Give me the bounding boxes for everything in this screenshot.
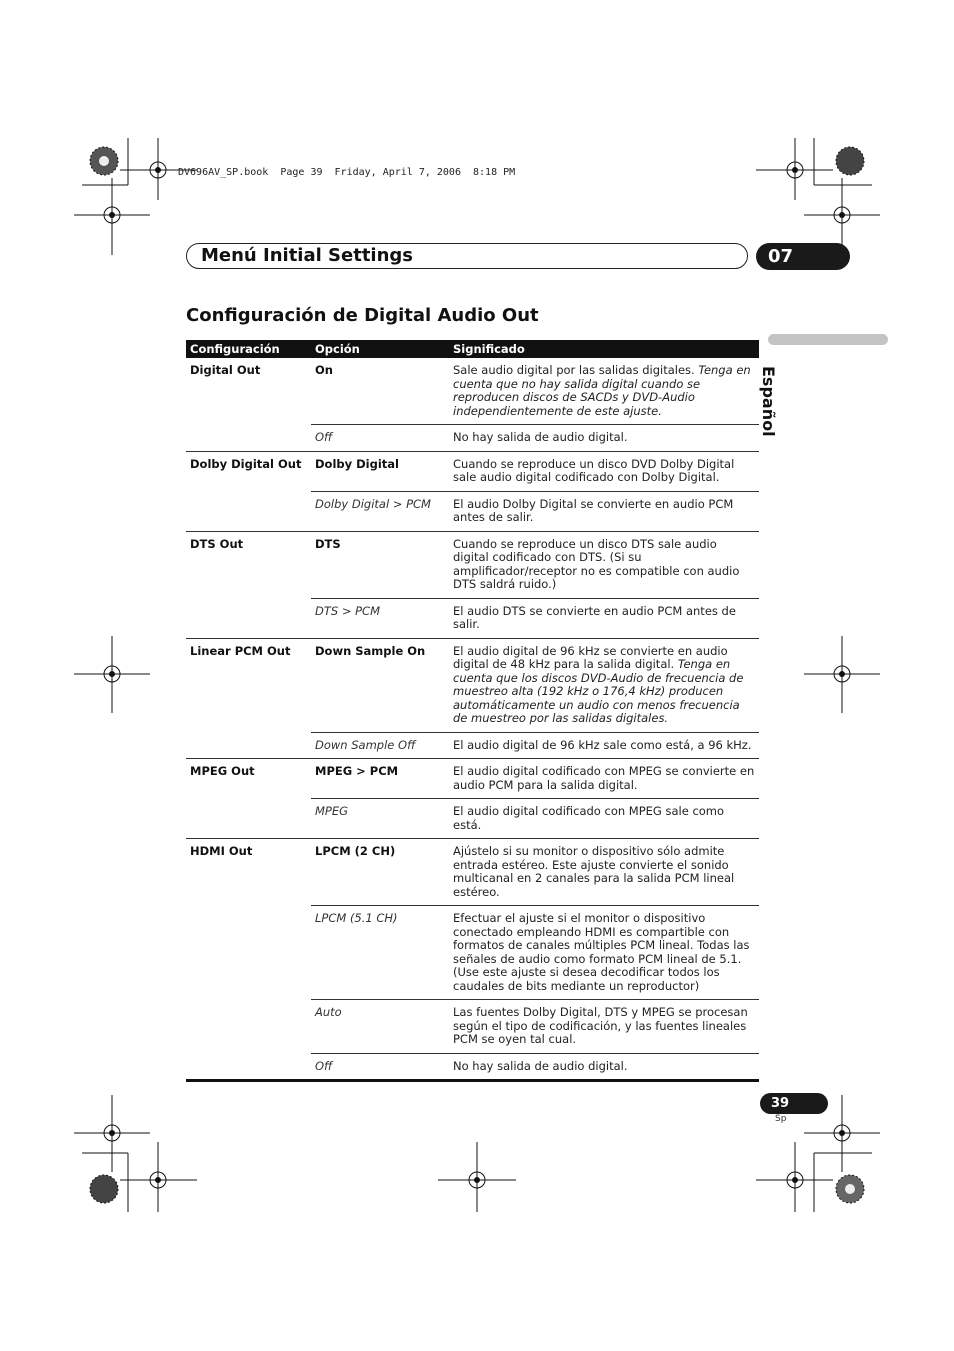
setting-name [186, 491, 311, 531]
option-description [449, 839, 759, 906]
option-description [449, 759, 759, 799]
option-name: DTS > PCM [311, 598, 449, 638]
setting-name: Dolby Digital Out [186, 451, 311, 491]
description-text: El audio digital de 96 kHz sale como está, a 96 kHz. [453, 737, 752, 752]
table-row [186, 598, 759, 638]
settings-table [186, 340, 759, 1082]
setting-name [186, 732, 311, 759]
option-description [449, 1053, 759, 1081]
option-description [449, 491, 759, 531]
page-language-code: Sp [775, 1114, 787, 1124]
description-note: Tenga en cuenta que los discos DVD-Audio de frecuencia de muestreo alta (192 kHz o 176,4 kHz) producen automáticamente un audio con menos frecuencia de muestreo por las salidas digitales. [453, 657, 744, 725]
table-row [186, 759, 759, 799]
table-row [186, 491, 759, 531]
table-row [186, 358, 759, 425]
description-text: No hay salida de audio digital. [453, 1058, 628, 1073]
description-text: Ajústelo si su monitor o dispositivo sólo admite entrada estéreo. Este ajuste convierte el sonido multicanal en 2 canales para la salida PCM lineal estéreo. [453, 844, 735, 899]
print-job-header: DV696AV_SP.book Page 39 Friday, April 7, 2006 8:18 PM [178, 167, 516, 178]
setting-name [186, 906, 311, 1000]
option-description [449, 598, 759, 638]
table-row [186, 1000, 759, 1054]
table-row [186, 732, 759, 759]
option-name: Auto [311, 1000, 449, 1054]
table-row [186, 638, 759, 732]
option-name: DTS [311, 531, 449, 598]
option-description [449, 1000, 759, 1054]
table-row [186, 1053, 759, 1081]
option-name: Dolby Digital > PCM [311, 491, 449, 531]
option-name: Down Sample Off [311, 732, 449, 759]
description-text: Sale audio digital por las salidas digitales. [453, 363, 695, 377]
description-text: El audio digital codificado con MPEG sale como está. [453, 804, 725, 832]
table-row [186, 839, 759, 906]
table-header-row [186, 340, 759, 358]
description-note: Tenga en cuenta que no hay salida digital cuando se reproducen discos de SACDs y DVD-Audio independientemente de este ajuste. [453, 363, 751, 418]
option-name: Down Sample On [311, 638, 449, 732]
option-name: Off [311, 1053, 449, 1081]
chapter-header [186, 243, 748, 269]
description-text: Cuando se reproduce un disco DVD Dolby Digital sale audio digital codificado con Dolby Digital. [453, 456, 735, 484]
setting-name [186, 1000, 311, 1054]
option-name: On [315, 363, 333, 377]
description-text: Efectuar el ajuste si el monitor o dispositivo conectado empleando HDMI es compartible con formatos de canales múltiples PCM lineal. Todas las señales de audio como formato PCM lineal de 5.1. (Use este ajuste si desea decodificar todos los caudales de bits mediante un reproductor) [453, 911, 750, 993]
setting-name: Linear PCM Out [186, 638, 311, 732]
option-name: Dolby Digital [311, 451, 449, 491]
description-text: Cuando se reproduce un disco DTS sale audio digital codificado con DTS. (Si su amplificador/receptor no es compatible con audio DTS saldrá ruido.) [453, 536, 740, 591]
table-row [186, 799, 759, 839]
option-name: MPEG [311, 799, 449, 839]
section-title: Configuración de Digital Audio Out [186, 305, 539, 326]
option-name: Off [311, 425, 449, 452]
option-description [449, 358, 759, 425]
setting-name: Digital Out [190, 363, 261, 377]
column-header: Opción [311, 340, 449, 358]
page-number-badge: 39 [760, 1093, 828, 1114]
column-header: Significado [449, 340, 759, 358]
option-description [449, 531, 759, 598]
description-text: El audio DTS se convierte en audio PCM antes de salir. [453, 603, 736, 631]
chapter-number-badge: 07 [756, 243, 850, 270]
option-description [449, 425, 759, 452]
setting-name [186, 1053, 311, 1081]
chapter-title: Menú Initial Settings [201, 245, 414, 266]
description-text: El audio Dolby Digital se convierte en audio PCM antes de salir. [453, 496, 734, 524]
language-label: Español [759, 366, 778, 437]
table-body [186, 358, 759, 1081]
description-text: El audio digital de 96 kHz se convierte en audio digital de 48 kHz para la salida digital. [453, 643, 728, 671]
description-text: El audio digital codificado con MPEG se convierte en audio PCM para la salida digital. [453, 764, 755, 792]
option-description [449, 451, 759, 491]
option-description [449, 906, 759, 1000]
description-text: No hay salida de audio digital. [453, 430, 628, 444]
column-header: Configuración [186, 340, 311, 358]
language-tab [768, 334, 888, 345]
option-name: LPCM (2 CH) [311, 839, 449, 906]
setting-name: HDMI Out [186, 839, 311, 906]
table-row [186, 425, 759, 452]
setting-name: DTS Out [186, 531, 311, 598]
option-name: LPCM (5.1 CH) [311, 906, 449, 1000]
setting-name [186, 799, 311, 839]
setting-name [186, 598, 311, 638]
description-text: Las fuentes Dolby Digital, DTS y MPEG se procesan según el tipo de codificación, y las fuentes lineales PCM se oyen tal cual. [453, 1005, 748, 1046]
table-row [186, 906, 759, 1000]
option-description [449, 638, 759, 732]
table-row [186, 531, 759, 598]
setting-name [186, 425, 311, 452]
table-row [186, 451, 759, 491]
setting-name: MPEG Out [186, 759, 311, 799]
option-description [449, 799, 759, 839]
option-name: MPEG > PCM [311, 759, 449, 799]
option-description [449, 732, 759, 759]
